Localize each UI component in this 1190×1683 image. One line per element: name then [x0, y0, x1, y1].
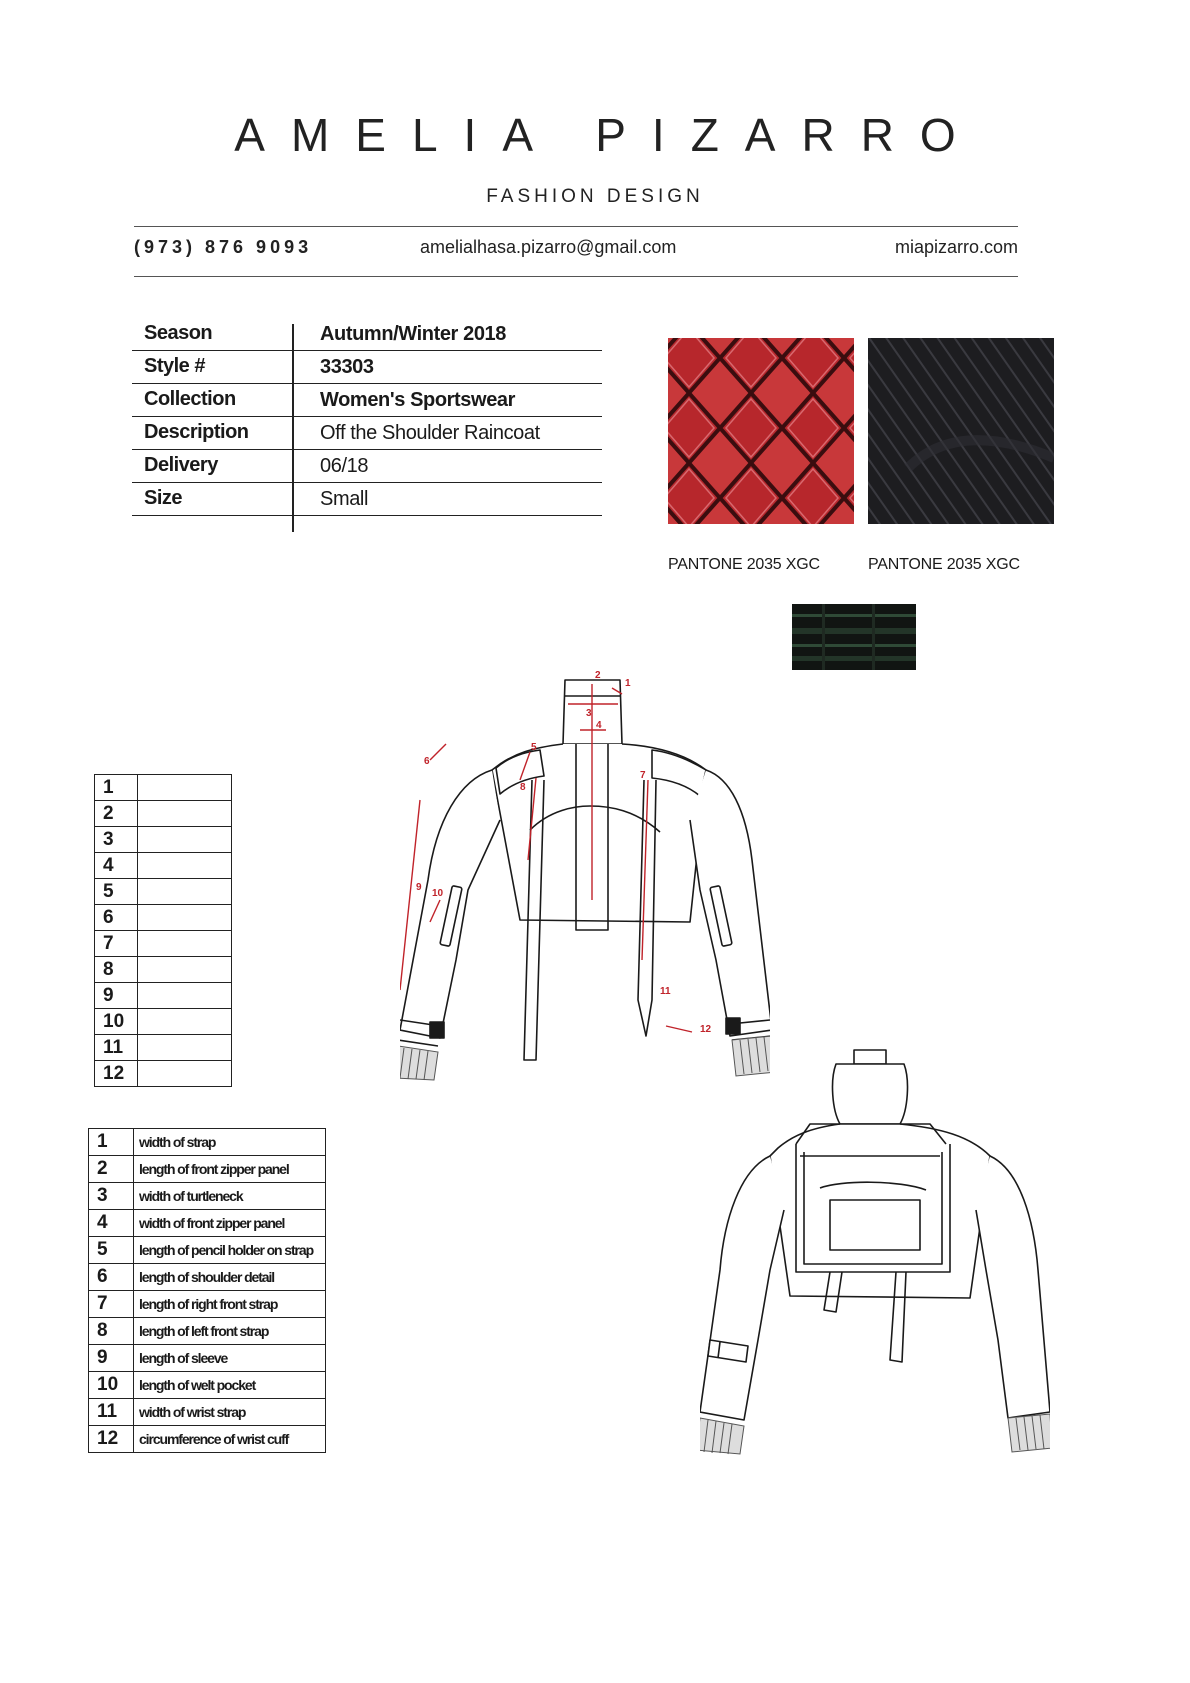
- measure-value-cell[interactable]: [138, 957, 232, 983]
- measure-number: 3: [95, 827, 138, 853]
- table-row: [89, 1129, 326, 1156]
- sketch-label: 12: [700, 1024, 712, 1035]
- measure-number: 6: [95, 905, 138, 931]
- spec-row-size: [132, 483, 602, 516]
- legend-text: width of wrist strap: [134, 1399, 326, 1426]
- legend-text: length of shoulder detail: [134, 1264, 326, 1291]
- measure-value-cell[interactable]: [138, 775, 232, 801]
- sketch-label: 3: [586, 708, 592, 719]
- legend-text: width of turtleneck: [134, 1183, 326, 1210]
- table-row: [89, 1237, 326, 1264]
- legend-text: length of left front strap: [134, 1318, 326, 1345]
- measurement-number-table: [94, 774, 232, 1087]
- website: miapizarro.com: [894, 237, 1018, 257]
- spec-label: Season: [144, 322, 213, 344]
- table-row: [89, 1372, 326, 1399]
- swatch-fill: [668, 338, 854, 524]
- table-row: [95, 827, 232, 853]
- legend-number: 4: [89, 1210, 134, 1237]
- sketch-label: 11: [660, 986, 671, 997]
- swatch-caption-red: PANTONE 2035 XGC: [668, 556, 820, 573]
- measure-number: 1: [95, 775, 138, 801]
- legend-number: 10: [89, 1372, 134, 1399]
- legend-number: 8: [89, 1318, 134, 1345]
- measure-value-cell[interactable]: [138, 905, 232, 931]
- spec-label: Description: [144, 421, 249, 443]
- measure-number: 2: [95, 801, 138, 827]
- measure-value-cell[interactable]: [138, 931, 232, 957]
- measure-number: 11: [95, 1035, 138, 1061]
- table-row: [89, 1183, 326, 1210]
- sketch-label: 4: [596, 720, 602, 731]
- measure-value-cell[interactable]: [138, 1061, 232, 1087]
- table-row: [95, 983, 232, 1009]
- spec-row-collection: [132, 384, 602, 417]
- spec-label: Delivery: [144, 454, 218, 476]
- spec-row-season: [132, 318, 602, 351]
- measure-value-cell[interactable]: [138, 853, 232, 879]
- measure-value-cell[interactable]: [138, 879, 232, 905]
- sketch-label: 2: [595, 670, 601, 681]
- legend-number: 1: [89, 1129, 134, 1156]
- measure-value-cell[interactable]: [138, 983, 232, 1009]
- email-address: amelialhasa.pizarro@gmail.com: [420, 237, 677, 257]
- measure-value-cell[interactable]: [138, 801, 232, 827]
- legend-number: 5: [89, 1237, 134, 1264]
- measure-number: 10: [95, 1009, 138, 1035]
- table-row: [95, 905, 232, 931]
- phone-number: (973) 876 9093: [134, 237, 313, 257]
- brand-subtitle: FASHION DESIGN: [486, 186, 704, 207]
- sketch-label: 9: [416, 882, 422, 893]
- swatch-caption-black: PANTONE 2035 XGC: [868, 556, 1020, 573]
- sketch-label: 1: [625, 678, 631, 689]
- spec-row-delivery: [132, 450, 602, 483]
- brand-name: AMELIA PIZARRO: [234, 109, 982, 161]
- legend-text: length of right front strap: [134, 1291, 326, 1318]
- table-row: [95, 801, 232, 827]
- table-row: [95, 853, 232, 879]
- table-row: [95, 775, 232, 801]
- measure-value-cell[interactable]: [138, 1009, 232, 1035]
- measure-number: 4: [95, 853, 138, 879]
- spec-label: Size: [144, 487, 183, 509]
- legend-number: 11: [89, 1399, 134, 1426]
- sketch-label: 8: [520, 782, 526, 793]
- sketch-label: 7: [640, 770, 646, 781]
- spec-value: 33303: [320, 356, 374, 378]
- measure-number: 7: [95, 931, 138, 957]
- measure-value-cell[interactable]: [138, 1035, 232, 1061]
- measure-number: 12: [95, 1061, 138, 1087]
- measurement-legend-table: [88, 1128, 326, 1453]
- swatch-fill: [868, 338, 1054, 524]
- legend-text: circumference of wrist cuff: [134, 1426, 326, 1453]
- spec-row-description: [132, 417, 602, 450]
- spec-row-style: [132, 351, 602, 384]
- legend-number: 6: [89, 1264, 134, 1291]
- measure-number: 5: [95, 879, 138, 905]
- table-row: [89, 1318, 326, 1345]
- spec-label: Collection: [144, 388, 236, 410]
- sketch-label: 10: [432, 888, 444, 899]
- measure-number: 9: [95, 983, 138, 1009]
- sketch-label: 6: [424, 756, 430, 767]
- legend-number: 3: [89, 1183, 134, 1210]
- table-row: [89, 1210, 326, 1237]
- measure-number: 8: [95, 957, 138, 983]
- table-row: [95, 931, 232, 957]
- measure-value-cell[interactable]: [138, 827, 232, 853]
- table-row: [89, 1156, 326, 1183]
- legend-number: 2: [89, 1156, 134, 1183]
- legend-number: 9: [89, 1345, 134, 1372]
- table-row: [89, 1399, 326, 1426]
- legend-text: length of front zipper panel: [134, 1156, 326, 1183]
- table-row: [95, 879, 232, 905]
- spec-value: Small: [320, 488, 369, 510]
- fabric-swatch-red-quilted: [668, 338, 854, 524]
- table-row: [89, 1345, 326, 1372]
- spec-label: Style #: [144, 355, 205, 377]
- fabric-swatch-black-pinstripe: [868, 338, 1054, 524]
- table-row: [89, 1426, 326, 1453]
- spec-value: Women's Sportswear: [320, 389, 516, 411]
- table-row: [95, 1061, 232, 1087]
- header-top-rule: [134, 226, 1018, 227]
- header-bottom-rule: [134, 276, 1018, 277]
- table-row: [89, 1264, 326, 1291]
- table-row: [95, 1009, 232, 1035]
- spec-value: Off the Shoulder Raincoat: [320, 422, 540, 444]
- spec-value: Autumn/Winter 2018: [320, 323, 506, 345]
- legend-text: width of strap: [134, 1129, 326, 1156]
- table-row: [95, 1035, 232, 1061]
- sketch-label: 5: [531, 742, 537, 753]
- table-row: [89, 1291, 326, 1318]
- legend-text: width of front zipper panel: [134, 1210, 326, 1237]
- legend-text: length of sleeve: [134, 1345, 326, 1372]
- trim-swatch-green-plaid: [792, 604, 916, 670]
- table-row: [95, 957, 232, 983]
- back-flat-sketch: [700, 1040, 1050, 1490]
- spec-table: [132, 318, 602, 516]
- spec-value: 06/18: [320, 455, 369, 477]
- legend-number: 12: [89, 1426, 134, 1453]
- legend-text: length of welt pocket: [134, 1372, 326, 1399]
- legend-number: 7: [89, 1291, 134, 1318]
- legend-text: length of pencil holder on strap: [134, 1237, 326, 1264]
